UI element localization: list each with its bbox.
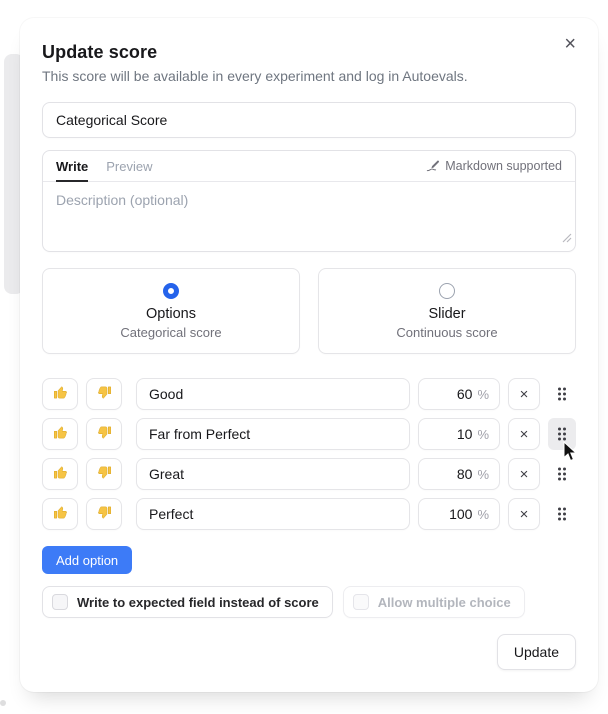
percent-value: 100 (449, 506, 473, 522)
percent-unit: % (477, 466, 489, 482)
card-options-categorical[interactable] (42, 268, 300, 354)
option-name-input[interactable] (136, 498, 410, 530)
write-to-expected-checkbox[interactable] (42, 586, 333, 618)
drag-handle-icon[interactable] (548, 498, 576, 530)
checkbox-row (42, 586, 576, 618)
description-editor (42, 150, 576, 252)
thumb-up-icon (53, 425, 68, 443)
pen-signature-icon (426, 159, 440, 173)
percent-unit: % (477, 386, 489, 402)
thumb-up-button[interactable] (42, 498, 78, 530)
description-textarea[interactable] (43, 182, 575, 251)
remove-option-button[interactable]: × (508, 458, 540, 490)
checkbox-label: Allow multiple choice (377, 594, 511, 610)
checkbox-label: Write to expected field instead of score (77, 594, 319, 610)
remove-option-button[interactable]: × (508, 498, 540, 530)
option-name-input[interactable] (136, 458, 410, 490)
card-slider-continuous[interactable] (318, 268, 576, 354)
thumb-down-icon (97, 425, 112, 443)
remove-option-button[interactable]: × (508, 418, 540, 450)
drag-handle-icon[interactable] (548, 378, 576, 410)
thumb-up-button[interactable] (42, 418, 78, 450)
thumb-up-icon (53, 385, 68, 403)
checkbox-unchecked-icon[interactable] (52, 594, 68, 610)
option-percent-input[interactable] (418, 418, 500, 450)
thumb-up-icon (53, 465, 68, 483)
option-percent-input[interactable] (418, 378, 500, 410)
radio-selected-icon[interactable] (163, 283, 179, 299)
score-type-selector (42, 268, 576, 354)
background-blur-dot (0, 700, 6, 706)
drag-handle-icon[interactable] (548, 418, 576, 450)
thumb-up-button[interactable] (42, 378, 78, 410)
options-card-sublabel: Categorical score (120, 324, 222, 340)
score-name-input[interactable] (42, 102, 576, 138)
dialog-title: Update score (42, 42, 158, 62)
option-percent-input[interactable] (418, 498, 500, 530)
thumb-down-icon (97, 385, 112, 403)
radio-unselected-icon[interactable] (439, 283, 455, 299)
thumb-up-icon (53, 505, 68, 523)
update-score-dialog (20, 18, 598, 692)
allow-multiple-choice-checkbox (343, 586, 525, 618)
option-rows (42, 378, 576, 530)
thumb-down-button[interactable] (86, 498, 122, 530)
percent-unit: % (477, 426, 489, 442)
percent-value: 60 (456, 386, 473, 402)
dialog-footer (42, 634, 576, 670)
thumb-down-button[interactable] (86, 458, 122, 490)
thumb-down-icon (97, 505, 112, 523)
percent-value: 10 (456, 426, 473, 442)
thumb-down-button[interactable] (86, 418, 122, 450)
update-button[interactable]: Update (497, 634, 576, 670)
option-row (42, 418, 576, 450)
option-name-input[interactable] (136, 418, 410, 450)
thumb-up-button[interactable] (42, 458, 78, 490)
description-placeholder: Description (optional) (56, 192, 189, 208)
remove-option-button[interactable]: × (508, 378, 540, 410)
close-icon[interactable]: × (564, 33, 576, 55)
option-row (42, 498, 576, 530)
dialog-subtitle: This score will be available in every experiment and log in Autoevals. (42, 68, 468, 84)
options-card-label: Options (146, 305, 196, 322)
slider-card-label: Slider (428, 305, 466, 322)
thumb-down-button[interactable] (86, 378, 122, 410)
option-row (42, 378, 576, 410)
percent-unit: % (477, 506, 489, 522)
add-option-button[interactable]: Add option (42, 546, 132, 574)
option-name-input[interactable] (136, 378, 410, 410)
percent-value: 80 (456, 466, 473, 482)
thumb-down-icon (97, 465, 112, 483)
markdown-supported-hint (426, 159, 562, 173)
markdown-supported-label: Markdown supported (445, 159, 562, 173)
drag-handle-icon[interactable] (548, 458, 576, 490)
tab-write[interactable]: Write (56, 151, 88, 181)
option-row (42, 458, 576, 490)
option-percent-input[interactable] (418, 458, 500, 490)
editor-tab-bar (43, 151, 575, 182)
slider-card-sublabel: Continuous score (396, 324, 498, 340)
resize-grip-icon[interactable] (562, 230, 572, 248)
checkbox-unchecked-icon (353, 594, 369, 610)
tab-preview[interactable]: Preview (106, 158, 153, 174)
